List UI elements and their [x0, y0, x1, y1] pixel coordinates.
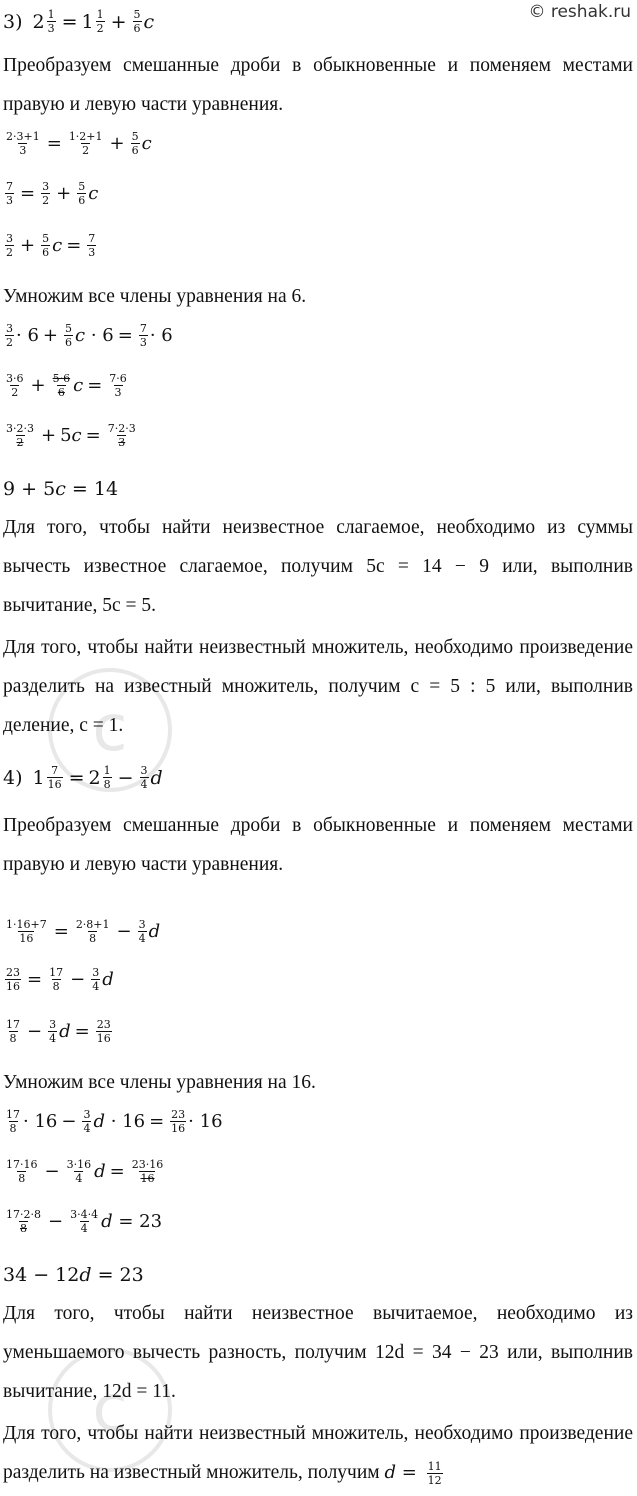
math-term: c [92, 1372, 128, 1446]
operator: − [27, 1021, 43, 1042]
variable: d [59, 1021, 71, 1042]
part3-equation-1 [3, 130, 152, 157]
fraction-numerator: 3·2·3 [6, 422, 34, 435]
fraction-numerator: 3 [42, 180, 50, 193]
part4-paragraph-convert: Преобразуем смешанные дроби в обыкновенные и поменяем местами правую и левую части уравнения. [3, 815, 633, 875]
fraction-numerator: 3 [49, 1018, 57, 1031]
operator: + [41, 425, 57, 446]
fraction-numerator: 1 [103, 764, 111, 777]
operator: = [117, 325, 133, 346]
fraction-numerator: 17 [6, 1018, 20, 1031]
fraction-denominator: 6 [78, 194, 86, 207]
operator: = [61, 10, 78, 33]
operator: = [85, 425, 101, 446]
fraction [5, 130, 41, 157]
fraction [5, 422, 35, 449]
fraction-numerator: 7 [6, 180, 13, 193]
fraction-numerator: 3·6 [6, 372, 24, 385]
fraction-denominator: 2 [42, 194, 50, 207]
fraction-denominator: 4 [140, 778, 148, 791]
variable: c [55, 478, 66, 500]
fraction [140, 764, 149, 791]
math-term: Для того, чтобы найти неизвестный множитель, необходимо произведение разделить на известный множитель, получим [3, 1423, 633, 1483]
variable: d [79, 1264, 92, 1286]
fraction [52, 372, 72, 399]
fraction-denominator: 2 [16, 436, 24, 449]
part4-equation-6 [3, 1208, 162, 1235]
fraction [5, 966, 21, 993]
fraction-numerator: 5 [65, 322, 72, 335]
part3-multiply-note: Умножим все члены уравнения на 6. [3, 286, 307, 307]
part4-equation-1 [3, 918, 160, 945]
fraction-denominator: 8 [89, 932, 97, 945]
fraction-denominator: 16 [140, 1172, 155, 1185]
fraction [64, 322, 73, 349]
fraction-numerator: 7 [51, 764, 59, 777]
fraction-denominator: 16 [19, 932, 34, 945]
fraction-denominator: 8 [52, 980, 60, 993]
variable: d [102, 969, 114, 990]
part3-equation-5 [3, 372, 130, 399]
fraction-numerator: 5 [78, 180, 86, 193]
fraction-denominator: 3 [139, 336, 147, 349]
fraction-numerator: 3 [6, 322, 13, 335]
fraction-numerator: 23 [96, 1018, 111, 1031]
fraction-denominator: 3 [114, 386, 122, 399]
fraction [107, 422, 137, 449]
math-term: 2 [32, 10, 45, 33]
fraction-denominator: 6 [133, 22, 141, 35]
operator: = [87, 375, 103, 396]
fraction [131, 1158, 165, 1185]
variable: c [88, 183, 99, 204]
math-term: = 14 [71, 478, 119, 500]
fraction-denominator: 8 [9, 1032, 17, 1045]
fraction-denominator: 6 [57, 386, 65, 399]
fraction-denominator: 2 [11, 386, 19, 399]
fraction [5, 232, 14, 259]
part3-equation-3 [3, 232, 98, 259]
fraction-numerator: 7·6 [109, 372, 127, 385]
fraction [47, 8, 56, 35]
math-term: · 16 [188, 1111, 223, 1132]
operator: + [30, 375, 46, 396]
fraction [138, 918, 147, 945]
fraction [48, 966, 64, 993]
fraction [66, 1158, 93, 1185]
part3-paragraph-addend: Для того, чтобы найти неизвестное слагаемое, необходимо из суммы вычесть известное слагаемое, получим 5c = 14 − 9 или, выполнив вычитание, 5c = 5. [3, 517, 633, 616]
math-term: 9 + 5 [3, 478, 56, 500]
fraction-numerator: 2·3+1 [6, 130, 40, 143]
fraction [5, 1208, 42, 1235]
fraction [75, 918, 111, 945]
fraction-denominator: 6 [65, 336, 72, 349]
part3-label: 3) [3, 10, 23, 33]
fraction-numerator: 1·16+7 [6, 918, 47, 931]
fraction-numerator: 3·4·4 [70, 1208, 99, 1221]
operator: = [149, 1111, 165, 1132]
math-term: · 16 [23, 1111, 58, 1132]
part4-final-answer [384, 1459, 443, 1487]
fraction [96, 1018, 112, 1045]
fraction-denominator: 3 [118, 436, 126, 449]
part3-equation-6 [3, 422, 139, 449]
operator: − [70, 969, 86, 990]
fraction-denominator: 4 [83, 1122, 91, 1135]
part3-paragraph-factor: Для того, чтобы найти неизвестный множитель, необходимо произведение разделить на известный множитель, получим c = 5 : 5 или, выполнив деление, c = 1. [3, 637, 633, 736]
fraction [96, 8, 105, 35]
fraction-numerator: 1·2+1 [68, 130, 103, 143]
operator: = [68, 766, 85, 789]
fraction-denominator: 16 [6, 980, 20, 993]
fraction-denominator: 6 [131, 144, 139, 157]
math-term: = 23 [118, 1211, 163, 1232]
fraction-numerator: 17·2·8 [6, 1208, 41, 1221]
fraction-denominator: 2 [82, 144, 90, 157]
fraction [139, 322, 148, 349]
math-term: · 6 [149, 325, 173, 346]
variable: d [93, 1111, 105, 1132]
part3-equation-2 [3, 180, 98, 207]
part3-paragraph-convert: Преобразуем смешанные дроби в обыкновенные и поменяем местами правую и левую части уравнения. [3, 55, 633, 115]
operator: = [46, 133, 62, 154]
operator: = [20, 183, 36, 204]
operator: = [74, 1021, 90, 1042]
fraction-denominator: 4 [80, 1222, 88, 1235]
fraction-denominator: 16 [171, 1122, 186, 1135]
fraction [69, 1208, 99, 1235]
fraction-numerator: 3 [6, 232, 13, 245]
fraction-denominator: 4 [92, 980, 100, 993]
operator: − [48, 1211, 64, 1232]
fraction [131, 130, 140, 157]
variable: d [94, 1161, 106, 1182]
fraction [5, 180, 14, 207]
variable: d [148, 921, 161, 942]
fraction-numerator: 17·16 [6, 1158, 38, 1171]
variable: d [101, 1211, 113, 1232]
fraction-denominator: 3 [88, 246, 96, 259]
fraction-numerator: 3 [83, 1108, 91, 1121]
fraction-denominator: 16 [96, 1032, 111, 1045]
fraction [5, 1018, 21, 1045]
math-term: 2 [88, 766, 101, 789]
fraction [91, 966, 100, 993]
operator: − [61, 1111, 77, 1132]
fraction-denominator: 3 [19, 144, 27, 157]
math-term: · 6 [90, 325, 114, 346]
variable: d [384, 1462, 397, 1483]
fraction-denominator: 2 [6, 246, 13, 259]
part4-multiply-note: Умножим все члены уравнения на 16. [3, 1072, 316, 1093]
operator: = [53, 921, 69, 942]
watermark-text: © reshak.ru [528, 2, 631, 22]
operator: = [66, 235, 82, 256]
fraction-denominator: 3 [6, 194, 13, 207]
math-term: = [401, 1462, 417, 1483]
fraction-denominator: 4 [138, 932, 146, 945]
variable: c [75, 325, 86, 346]
fraction-numerator: 7 [139, 322, 147, 335]
fraction [5, 322, 14, 349]
fraction-denominator: 8 [9, 1122, 17, 1135]
math-term: 34 − 12 [3, 1264, 80, 1286]
math-term [427, 1460, 443, 1487]
variable: c [73, 375, 84, 396]
fraction-denominator: 2 [6, 336, 13, 349]
fraction-numerator: 3 [140, 764, 148, 777]
operator: + [109, 133, 125, 154]
fraction [68, 130, 104, 157]
fraction [87, 232, 96, 259]
operator: + [42, 325, 58, 346]
operator: + [56, 183, 72, 204]
fraction-denominator: 4 [75, 1172, 83, 1185]
fraction [41, 232, 50, 259]
fraction-denominator: 6 [42, 246, 50, 259]
fraction-numerator: 23 [6, 966, 20, 979]
part4-problem-equation [3, 764, 163, 791]
variable: c [52, 235, 63, 256]
fraction-denominator: 12 [427, 1473, 442, 1487]
math-term: · 16 [110, 1111, 146, 1132]
fraction-numerator: 23 [171, 1108, 186, 1121]
fraction-numerator: 5 [131, 130, 139, 143]
fraction-numerator: 1 [96, 8, 104, 21]
math-term: 1 [81, 10, 94, 33]
fraction-numerator: 5·6 [52, 372, 71, 385]
fraction [103, 764, 112, 791]
fraction-denominator: 16 [47, 778, 62, 791]
part4-paragraph-factor [3, 1414, 633, 1492]
fraction-numerator: 3 [92, 966, 100, 979]
fraction [77, 180, 86, 207]
fraction-denominator: 3 [47, 22, 55, 35]
math-term: c [92, 692, 128, 766]
fraction-denominator: 2 [96, 22, 104, 35]
fraction [5, 1158, 39, 1185]
fraction [5, 372, 25, 399]
variable: d [150, 766, 163, 789]
fraction-numerator: 7·2·3 [107, 422, 136, 435]
fraction [108, 372, 128, 399]
fraction-numerator: 23·16 [131, 1158, 164, 1171]
fraction-denominator: 4 [49, 1032, 57, 1045]
part4-label: 4) [3, 766, 23, 789]
fraction [133, 8, 142, 35]
fraction-numerator: 17 [6, 1108, 20, 1121]
math-term: · 6 [16, 325, 39, 346]
variable: c [143, 10, 155, 33]
fraction [47, 764, 63, 791]
fraction-numerator: 1 [47, 8, 55, 21]
variable: c [71, 425, 82, 446]
operator: + [110, 10, 127, 33]
part4-equation-7 [3, 1264, 144, 1286]
part4-equation-4 [3, 1108, 223, 1135]
part3-equation-7 [3, 478, 118, 500]
operator: − [117, 766, 134, 789]
math-term: 1 [32, 766, 45, 789]
variable: c [141, 133, 152, 154]
math-term: 11 [427, 1459, 442, 1473]
fraction-numerator: 5 [42, 232, 50, 245]
part4-equation-5 [3, 1158, 166, 1185]
fraction [48, 1018, 57, 1045]
fraction-numerator: 3 [138, 918, 146, 931]
operator: = [27, 969, 43, 990]
fraction-denominator: 8 [18, 1172, 26, 1185]
fraction-numerator: 5 [133, 8, 141, 21]
part3-equation-4 [3, 322, 173, 349]
part4-equation-3 [3, 1018, 114, 1045]
fraction [82, 1108, 91, 1135]
fraction-numerator: 17 [49, 966, 64, 979]
fraction [41, 180, 50, 207]
fraction-denominator: 8 [20, 1222, 27, 1235]
part3-problem-equation [3, 8, 154, 35]
math-term: = 23 [97, 1264, 144, 1286]
fraction-numerator: 7 [88, 232, 96, 245]
fraction [170, 1108, 186, 1135]
part4-paragraph-subtrahend: Для того, чтобы найти неизвестное вычитаемое, необходимо из уменьшаемого вычесть разность, получим 12d = 34 − 23 или, выполнив вычитание, 12d = 11. [3, 1303, 633, 1402]
operator: − [116, 921, 132, 942]
fraction-denominator: 8 [103, 778, 111, 791]
part4-equation-2 [3, 966, 114, 993]
operator: + [20, 235, 36, 256]
fraction [5, 1108, 21, 1135]
fraction-numerator: 2·8+1 [75, 918, 110, 931]
fraction-numerator: 3·16 [66, 1158, 92, 1171]
fraction [5, 918, 48, 945]
operator: − [44, 1161, 60, 1182]
operator: = [109, 1161, 125, 1182]
math-term: 5 [60, 425, 72, 446]
